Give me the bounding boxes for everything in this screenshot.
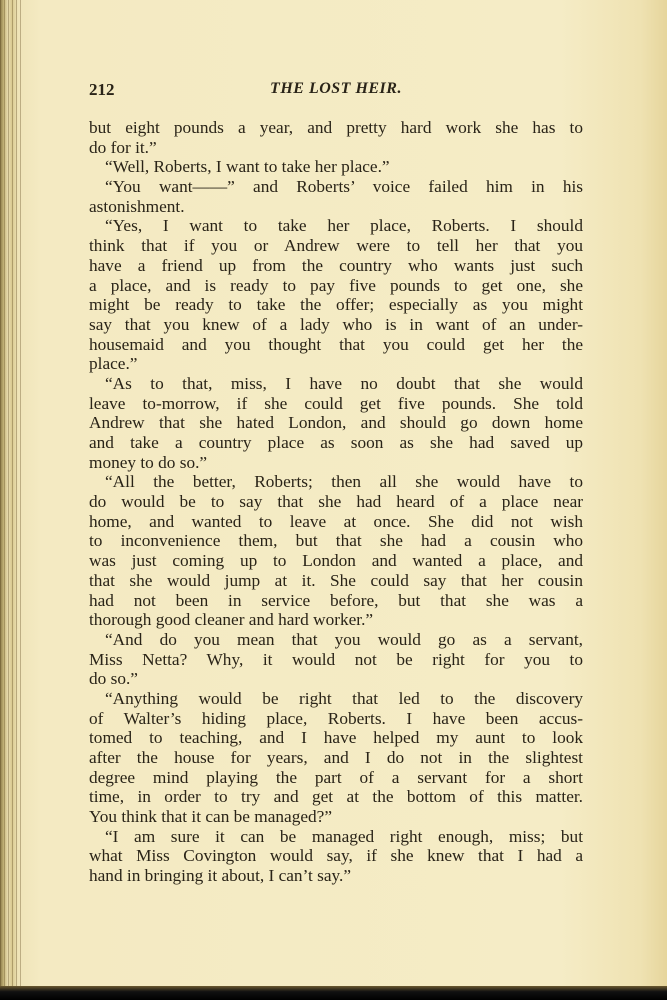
text-line: that she would jump at it. She could say that her cousin [89,570,583,590]
text-line: was just coming up to London and wanted a place, and [89,551,583,571]
text-line: after the house for years, and I do not in the slightest [89,748,583,767]
scan-bottom-edge [0,986,667,1000]
page-body-text [89,118,583,886]
text-line: “Anything would be right that led to the discovery [105,688,583,708]
text-line: what Miss Covington would say, if she knew that I had a [89,846,583,866]
text-line: “I am sure it can be managed right enough, miss; but [105,826,583,846]
text-line: think that if you or Andrew were to tell her that you [89,236,583,256]
text-line: place.” [89,354,138,374]
text-line: thorough good cleaner and hard worker.” [89,610,374,630]
text-line: a place, and is ready to pay five pounds to get one, she [89,275,583,295]
text-line: “You want——” and Roberts’ voice failed him in his [105,177,583,197]
text-line: do would be to say that she had heard of a place near [89,492,583,512]
text-line: Andrew that she hated London, and should go down home [89,413,583,433]
text-line: tomed to teaching, and I have helped my aunt to look [89,728,583,748]
text-line: home, and wanted to leave at once. She did not wish [89,511,583,531]
text-line: leave to-morrow, if she could get five pounds. She told [89,393,583,413]
text-line: “Well, Roberts, I want to take her place.” [105,157,390,177]
text-line: had not been in service before, but that she was a [89,590,583,610]
text-line: to inconvenience them, but that she had a cousin who [89,531,583,551]
page-header [89,80,583,102]
text-line: do for it.” [89,137,157,157]
text-line: time, in order to try and get at the bottom of this matter. [89,787,583,807]
text-line: “Yes, I want to take her place, Roberts. I should [105,216,583,236]
text-line: You think that it can be managed?” [89,807,332,827]
text-line: and take a country place as soon as she had saved up [89,433,583,452]
book-binding-edge [0,0,24,1000]
text-line: but eight pounds a year, and pretty hard work she has to [89,118,583,137]
text-line: housemaid and you thought that you could get her the [89,334,583,354]
text-line: “And do you mean that you would go as a servant, [105,629,583,649]
text-line: hand in bringing it about, I can’t say.” [89,866,352,886]
text-line: have a friend up from the country who wants just such [89,255,583,275]
text-line: might be ready to take the offer; especially as you might [89,295,583,315]
text-line: do so.” [89,669,138,689]
text-line: money to do so.” [89,452,208,472]
text-line: astonishment. [89,196,185,216]
text-line: “As to that, miss, I have no doubt that she would [105,373,583,393]
text-line: say that you knew of a lady who is in want of an under- [89,314,583,334]
running-title: THE LOST HEIR. [270,80,402,97]
text-line: degree mind playing the part of a servant for a short [89,767,583,787]
text-line: Miss Netta? Why, it would not be right for you to [89,649,583,669]
text-line: “All the better, Roberts; then all she would have to [105,472,583,492]
text-line: of Walter’s hiding place, Roberts. I have been accus- [89,708,583,728]
page-number: 212 [89,80,115,99]
